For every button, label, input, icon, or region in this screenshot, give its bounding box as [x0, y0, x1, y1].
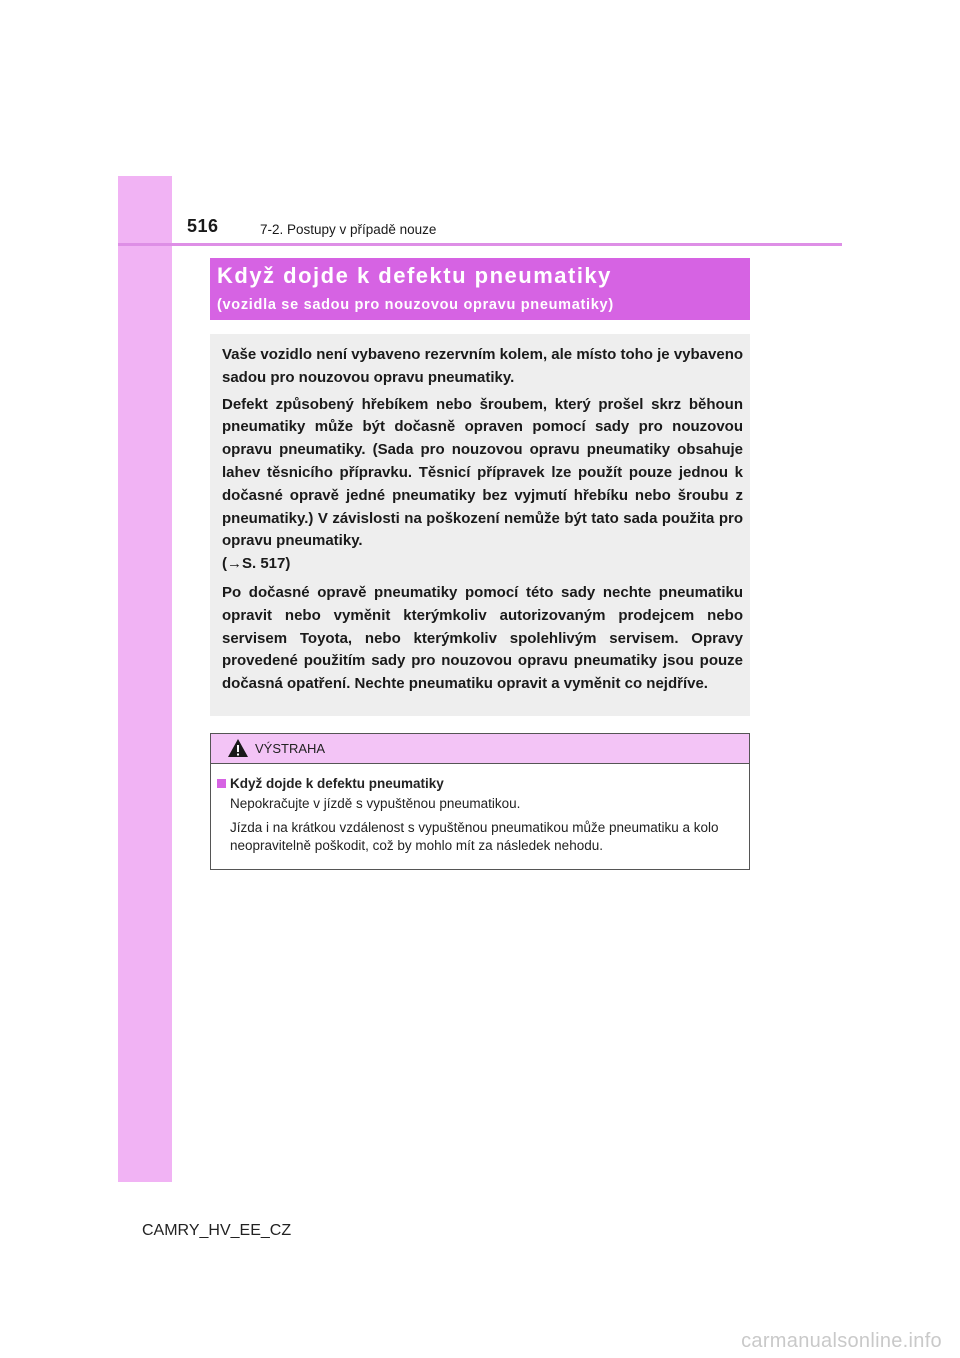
- document-code: CAMRY_HV_EE_CZ: [142, 1222, 292, 1239]
- warning-item-title: [217, 776, 741, 791]
- warning-item-title-text: Když dojde k defektu pneumatiky: [230, 776, 444, 791]
- page-number: 516: [187, 216, 219, 236]
- breadcrumb: 7-2. Postupy v případě nouze: [260, 222, 437, 237]
- warning-icon: [227, 738, 249, 758]
- warning-text: Jízda i na krátkou vzdálenost s vypuštěnou pneumatikou může pneumatiku a kolo neopravitelně poškodit, což by mohlo mít za následek nehodu.: [230, 820, 719, 853]
- section-title: Když dojde k defektu pneumatiky: [217, 263, 612, 288]
- warning-body: [211, 764, 749, 855]
- section-title-banner: [210, 258, 750, 320]
- watermark: carmanualsonline.info: [741, 1330, 942, 1352]
- warning-header: [211, 734, 749, 764]
- header-rule: [118, 243, 842, 246]
- side-strip: [118, 176, 172, 1182]
- intro-paragraph: Defekt způsobený hřebíkem nebo šroubem, který prošel skrz běhoun pneumatiky může být dočasně opraven pomocí sady pro nouzovou opravu pneumatiky. (Sada pro nouzovou opravu pneumatiky obsahuje lahev těsnicího přípravku. Těsnicí přípravek lze použít pouze jednou k dočasné opravě jedné pneumatiky bez vyjmutí hřebíku nebo šroubu z pneumatiky.) V závislosti na poškození nemůže být tato sada použita pro opravu pneumatiky.: [222, 395, 743, 550]
- warning-label: VÝSTRAHA: [255, 741, 326, 756]
- square-bullet-icon: [217, 779, 226, 788]
- intro-paragraph: Vaše vozidlo není vybaveno rezervním kolem, ale místo toho je vybaveno sadou pro nouzovou opravu pneumatiky.: [222, 346, 744, 386]
- section-subtitle: (vozidla se sadou pro nouzovou opravu pneumatiky): [217, 297, 614, 313]
- warning-text: Nepokračujte v jízdě s vypuštěnou pneumatikou.: [230, 796, 521, 811]
- page-reference-link[interactable]: (→S. 517): [222, 555, 291, 573]
- intro-paragraph: Po dočasné opravě pneumatiky pomocí této sady nechte pneumatiku opravit nebo vyměnit kterýmkoliv autorizovaným prodejcem nebo servisem Toyota, nebo kterýmkoliv spolehlivým servisem. Opravy provedené použitím sady pro nouzovou opravu pneumatiky jsou pouze dočasná opatření. Nechte pneumatiku opravit a vyměnit co nejdříve.: [222, 583, 743, 693]
- intro-box: [210, 334, 750, 716]
- warning-box: [210, 733, 750, 870]
